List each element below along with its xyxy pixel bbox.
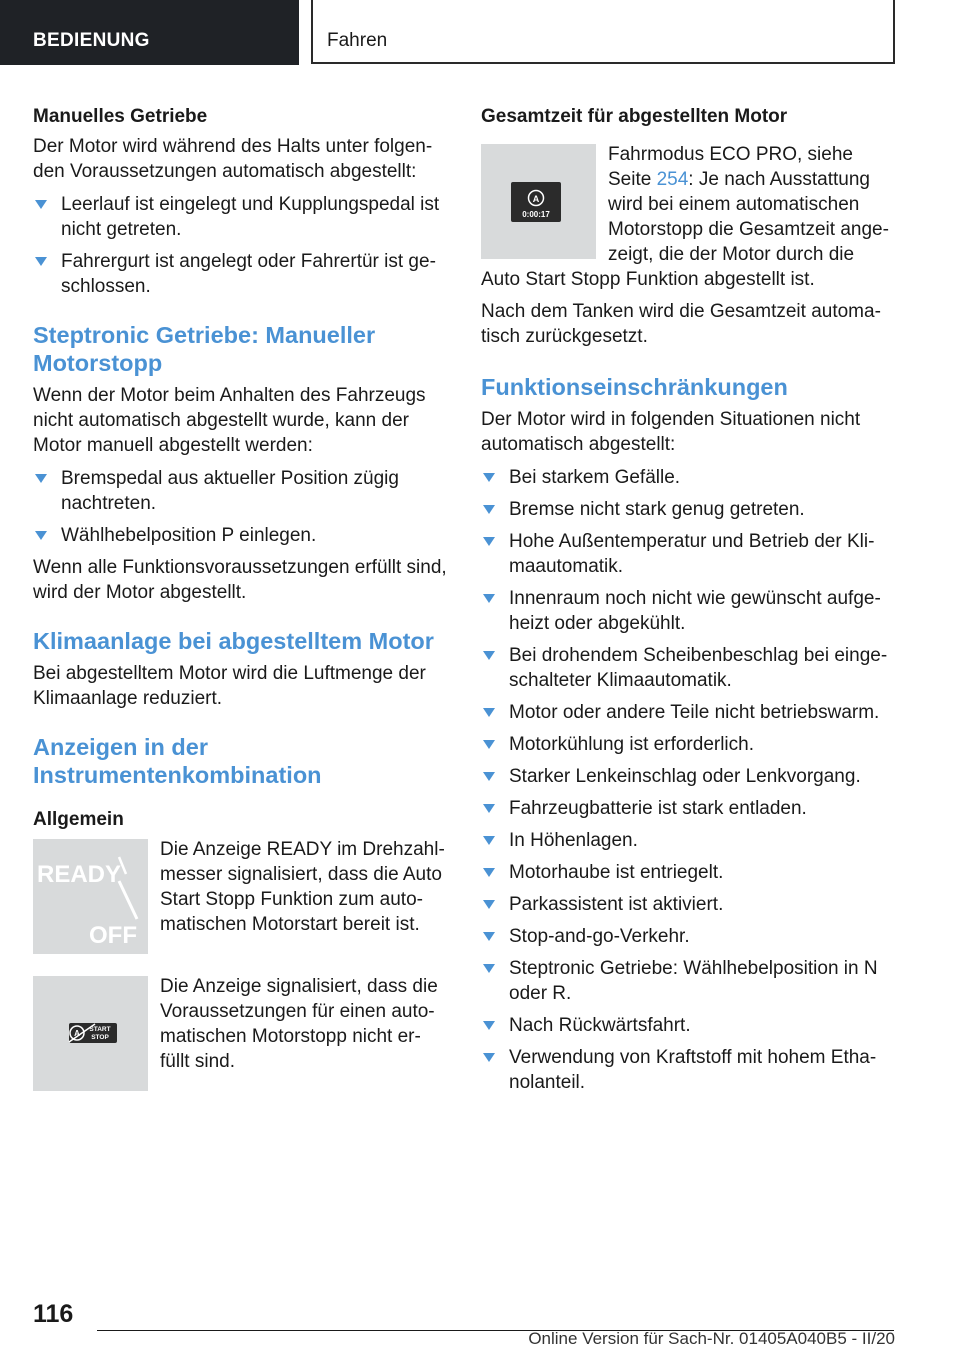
manual-gearbox-intro: Der Motor wird während des Halts unter folgen-den Voraussetzungen automatisch abgestellt: bbox=[33, 136, 433, 182]
stop-description: Die Anzeige signalisiert, dass die Voraussetzungen für einen auto-matischen Motorstopp nicht er-füllt sind. bbox=[160, 976, 438, 1072]
ready-description: Die Anzeige READY im Drehzahl-messer signalisiert, dass die Auto Start Stopp Funktion zum auto-matischen Motorstart bereit ist. bbox=[160, 839, 445, 935]
page-number: 116 bbox=[33, 1300, 74, 1328]
svg-text:START: START bbox=[89, 1026, 111, 1033]
stop-block bbox=[33, 974, 448, 1091]
total-time-description: Fahrmodus ECO PRO, siehe Seite 254: Je nach Ausstattung wird bei einem automatischen Motorstopp die Gesamtzeit ange-zeigt, die der Motor durch die Auto Start Stopp Funktion abgestellt ist. bbox=[481, 144, 889, 290]
bullet-triangle-icon bbox=[483, 708, 495, 717]
list-item: Steptronic Getriebe: Wählhebelposition in N oder R. bbox=[481, 956, 897, 1006]
climate-text: Bei abgestelltem Motor wird die Luftmenge der Klimaanlage reduziert. bbox=[33, 663, 426, 709]
bullet-triangle-icon bbox=[483, 772, 495, 781]
bullet-triangle-icon bbox=[483, 900, 495, 909]
total-time-heading: Gesamtzeit für abgestellten Motor bbox=[481, 106, 788, 127]
left-column bbox=[33, 100, 448, 1091]
list-item: In Höhenlagen. bbox=[481, 828, 897, 853]
bullet-triangle-icon bbox=[483, 473, 495, 482]
bullet-triangle-icon bbox=[483, 868, 495, 877]
list-item: Motorhaube ist entriegelt. bbox=[481, 860, 897, 885]
total-time-image bbox=[481, 144, 596, 259]
list-item: Nach Rückwärtsfahrt. bbox=[481, 1013, 897, 1038]
bullet-triangle-icon bbox=[483, 505, 495, 514]
right-column bbox=[481, 100, 897, 1095]
bullet-triangle-icon bbox=[35, 257, 47, 266]
list-item: Motorkühlung ist erforderlich. bbox=[481, 732, 897, 757]
bullet-triangle-icon bbox=[483, 740, 495, 749]
footer-version: Online Version für Sach-Nr. 01405A040B5 - II/20 bbox=[528, 1329, 895, 1348]
general-subheading: Allgemein bbox=[33, 809, 124, 830]
list-item: Bei drohendem Scheibenbeschlag bei einge-schalteter Klimaautomatik. bbox=[481, 643, 897, 693]
list-item: Bei starkem Gefälle. bbox=[481, 465, 897, 490]
bullet-triangle-icon bbox=[483, 836, 495, 845]
bullet-triangle-icon bbox=[483, 537, 495, 546]
list-item: Innenraum noch nicht wie gewünscht aufge-heizt oder abgekühlt. bbox=[481, 586, 897, 636]
svg-text:OFF: OFF bbox=[89, 922, 137, 949]
list-item: Leerlauf ist eingelegt und Kupplungspedal ist nicht getreten. bbox=[33, 192, 448, 242]
bullet-triangle-icon bbox=[35, 200, 47, 209]
steptronic-list bbox=[33, 466, 448, 548]
bullet-triangle-icon bbox=[483, 964, 495, 973]
tachometer-icon bbox=[33, 839, 148, 954]
section-tab: BEDIENUNG bbox=[0, 0, 299, 65]
list-item: Bremspedal aus aktueller Position zügig nachtreten. bbox=[33, 466, 448, 516]
list-item: Parkassistent ist aktiviert. bbox=[481, 892, 897, 917]
list-item: Fahrergurt ist angelegt oder Fahrertür ist ge-schlossen. bbox=[33, 249, 448, 299]
page-header bbox=[0, 0, 960, 66]
start-stop-inactive-image bbox=[33, 976, 148, 1091]
steptronic-intro: Wenn der Motor beim Anhalten des Fahrzeugs nicht automatisch abgestellt wurde, kann der Motor manuell abgestellt werden: bbox=[33, 385, 426, 456]
svg-text:A: A bbox=[74, 1029, 80, 1038]
restrictions-heading: Funktionseinschränkungen bbox=[481, 374, 788, 400]
list-item: Hohe Außentemperatur und Betrieb der Kli-maautomatik. bbox=[481, 529, 897, 579]
auto-start-stop-off-icon bbox=[33, 976, 148, 1091]
bullet-triangle-icon bbox=[483, 804, 495, 813]
manual-gearbox-list bbox=[33, 192, 448, 299]
steptronic-outro: Wenn alle Funktionsvoraussetzungen erfüllt sind, wird der Motor abgestellt. bbox=[33, 557, 447, 603]
climate-heading: Klimaanlage bei abgestelltem Motor bbox=[33, 628, 434, 654]
list-item: Verwendung von Kraftstoff mit hohem Etha-nolanteil. bbox=[481, 1045, 897, 1095]
list-item: Stop-and-go-Verkehr. bbox=[481, 924, 897, 949]
instrument-display-heading: Anzeigen in der Instrumentenkombination bbox=[33, 734, 322, 788]
bullet-triangle-icon bbox=[35, 474, 47, 483]
svg-text:READY: READY bbox=[37, 861, 122, 888]
bullet-triangle-icon bbox=[483, 1021, 495, 1030]
list-item: Starker Lenkeinschlag oder Lenkvorgang. bbox=[481, 764, 897, 789]
manual-gearbox-heading: Manuelles Getriebe bbox=[33, 106, 208, 127]
list-item: Fahrzeugbatterie ist stark entladen. bbox=[481, 796, 897, 821]
ready-indicator-image bbox=[33, 839, 148, 954]
chapter-title: Fahren bbox=[311, 0, 895, 64]
total-time-reset: Nach dem Tanken wird die Gesamtzeit automa-tisch zurückgesetzt. bbox=[481, 301, 881, 347]
svg-text:0:00:17: 0:00:17 bbox=[522, 210, 550, 219]
bullet-triangle-icon bbox=[483, 651, 495, 660]
restrictions-list bbox=[481, 465, 897, 1095]
bullet-triangle-icon bbox=[35, 531, 47, 540]
list-item: Wählhebelposition P einlegen. bbox=[33, 523, 448, 548]
list-item: Bremse nicht stark genug getreten. bbox=[481, 497, 897, 522]
ready-block bbox=[33, 837, 448, 954]
bullet-triangle-icon bbox=[483, 1053, 495, 1062]
list-item: Motor oder andere Teile nicht betriebswarm. bbox=[481, 700, 897, 725]
eco-timer-icon bbox=[481, 144, 596, 259]
restrictions-intro: Der Motor wird in folgenden Situationen nicht automatisch abgestellt: bbox=[481, 409, 861, 455]
svg-text:A: A bbox=[532, 194, 540, 204]
total-time-block bbox=[481, 142, 897, 292]
page-link[interactable]: 254 bbox=[656, 169, 689, 190]
bullet-triangle-icon bbox=[483, 932, 495, 941]
svg-text:STOP: STOP bbox=[91, 1034, 109, 1041]
bullet-triangle-icon bbox=[483, 594, 495, 603]
steptronic-heading: Steptronic Getriebe: Manueller Motorstopp bbox=[33, 322, 376, 376]
